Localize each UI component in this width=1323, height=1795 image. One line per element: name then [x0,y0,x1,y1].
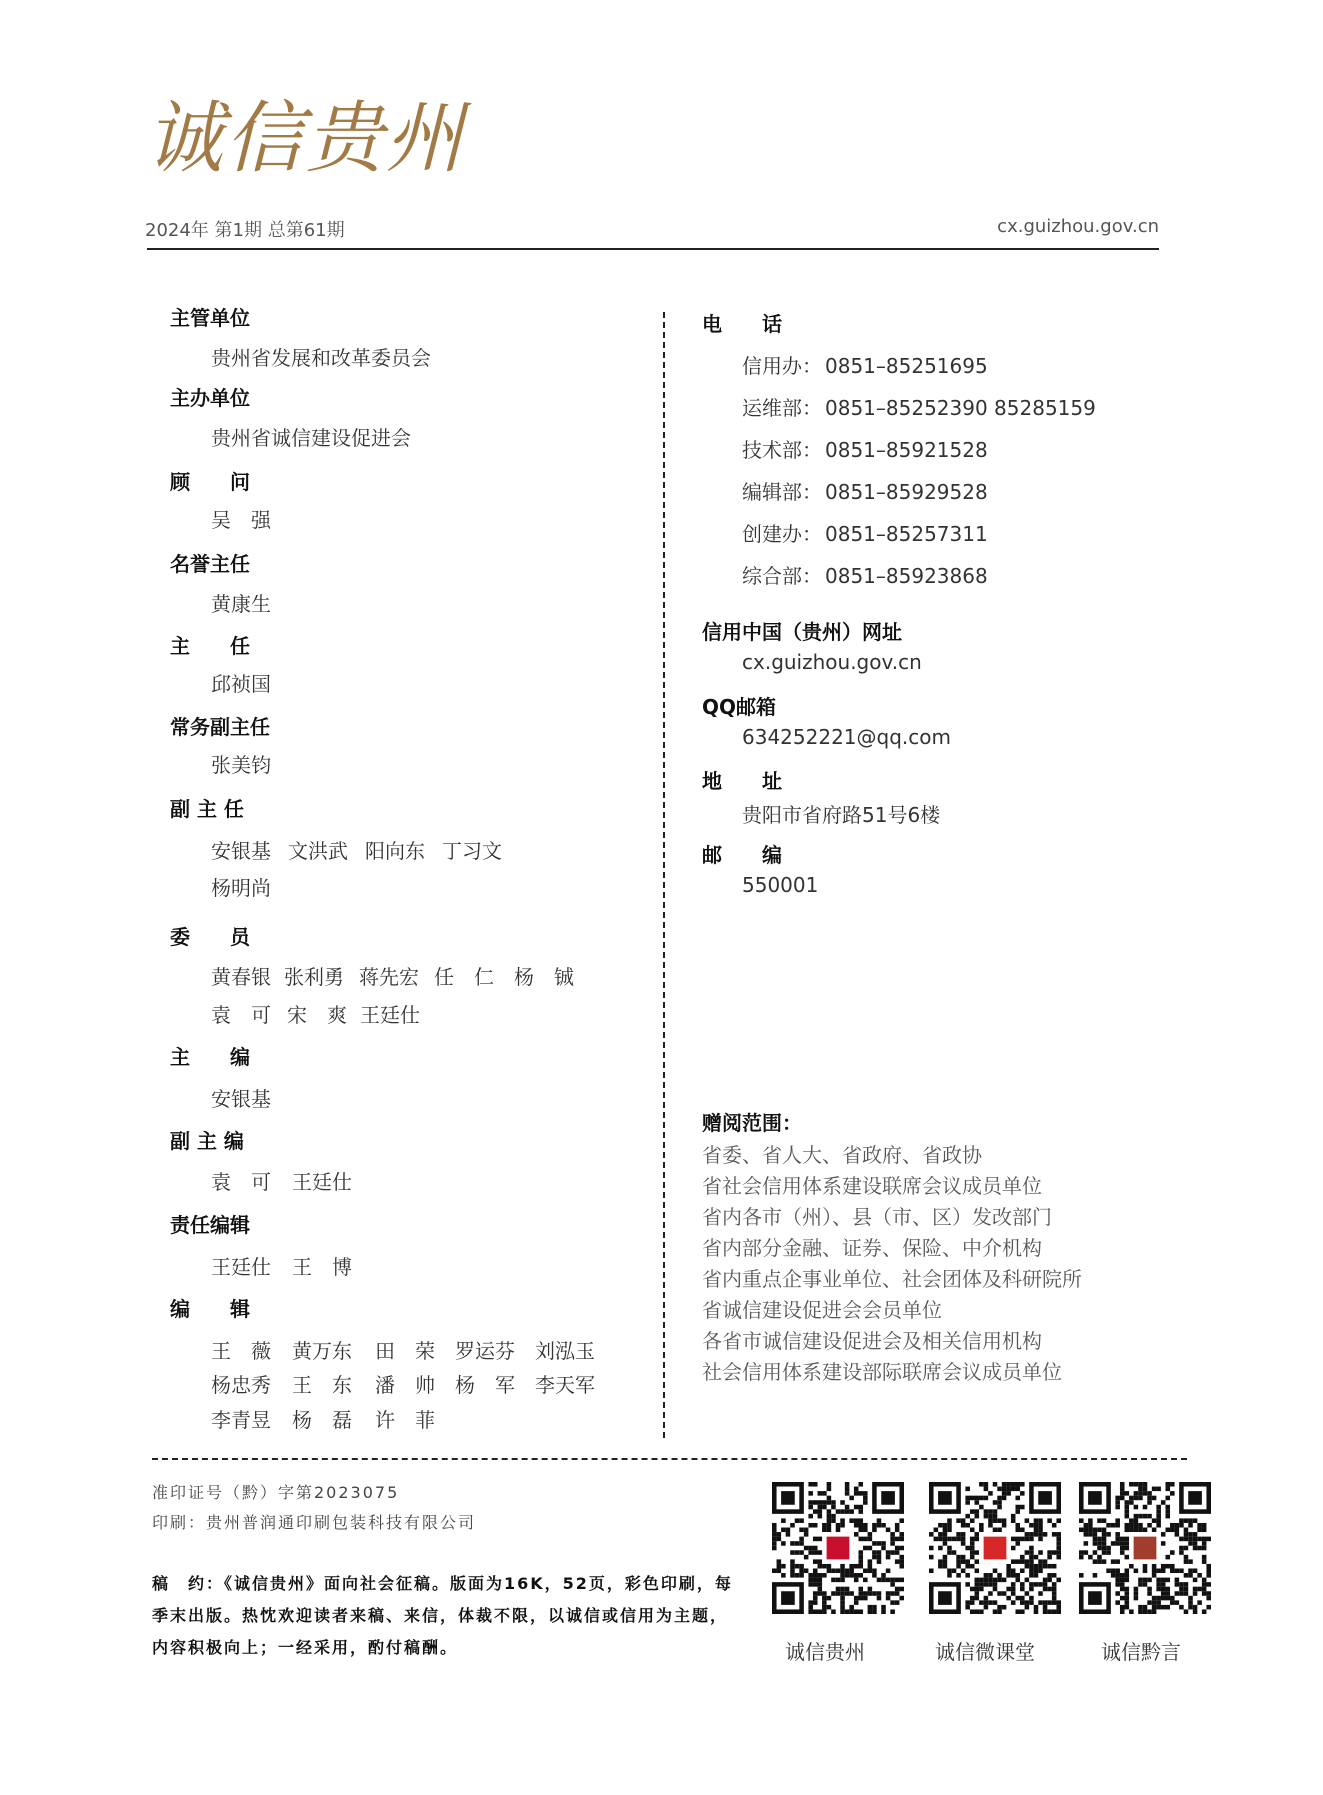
phone-row [742,560,988,589]
scope-item: 各省市诚信建设促进会及相关信用机构 [702,1329,1042,1353]
bianji-name: 王 东 [292,1373,352,1397]
weiyuan-label: 委 员 [170,925,250,949]
zeren-label: 责任编辑 [170,1213,250,1237]
mingyu-label: 名誉主任 [170,552,250,576]
mingyu-name: 黄康生 [211,592,271,616]
phone-number[interactable]: 0851–85251695 [825,354,988,378]
address-value: 贵阳市省府路51号6楼 [742,803,941,827]
zeren-name: 王 博 [292,1255,352,1279]
header-divider [147,248,1159,250]
phone-number[interactable]: 0851–85257311 [825,522,988,546]
weiyuan-name: 任 仁 [434,965,494,989]
bianji-name: 田 荣 [375,1339,435,1363]
weiyuan-name: 宋 爽 [287,1003,347,1027]
zhuren-name: 邱祯国 [211,672,271,696]
zhuban-value: 贵州省诚信建设促进会 [211,426,411,450]
bianji-name: 黄万东 [292,1339,352,1363]
fuzhubian-name: 袁 可 [211,1170,271,1194]
phone-row [742,434,988,463]
scope-item: 省诚信建设促进会会员单位 [702,1298,942,1322]
bianji-name: 李青昱 [211,1408,271,1432]
bianji-name: 杨忠秀 [211,1373,271,1397]
magazine-logo: 诚信贵州 [145,94,466,184]
scope-item: 省委、省人大、省政府、省政协 [702,1143,982,1167]
zhuguan-value: 贵州省发展和改革委员会 [211,346,431,370]
qr-code-qianyan[interactable] [1079,1482,1211,1664]
scope-item: 省社会信用体系建设联席会议成员单位 [702,1174,1042,1198]
weiyuan-name: 袁 可 [211,1003,271,1027]
guwen-label: 顾 问 [170,470,250,494]
zhuren-label: 主 任 [170,634,250,658]
website-link[interactable]: cx.guizhou.gov.cn [742,650,922,674]
fuzhuren-name: 杨明尚 [211,876,271,900]
fuzhuren-name: 丁习文 [442,839,502,863]
bianji-name: 刘泓玉 [535,1339,595,1363]
qr-code-icon [929,1482,1061,1614]
qr-caption: 诚信微课堂 [935,1640,1035,1664]
phone-row [742,518,988,547]
qr-code-weiketang[interactable] [929,1482,1061,1664]
phone-dept: 技术部： [742,438,822,462]
footer-divider [152,1458,1187,1460]
fuzhuren-label: 副 主 任 [170,797,244,821]
scope-item: 省内各市（州）、县（市、区）发改部门 [702,1205,1052,1229]
phone-list [742,350,1142,600]
bianji-name: 罗运芬 [455,1339,515,1363]
scope-item: 省内部分金融、证券、保险、中介机构 [702,1236,1042,1260]
qr-caption: 诚信黔言 [1101,1640,1181,1664]
bianji-name: 李天军 [535,1373,595,1397]
fuzhuren-name: 安银基 [211,839,271,863]
column-divider [663,312,665,1438]
weiyuan-name: 张利勇 [284,965,344,989]
phone-row [742,476,988,505]
phone-dept: 编辑部： [742,480,822,504]
qq-email[interactable]: 634252221@qq.com [742,725,951,749]
fuzhubian-label: 副 主 编 [170,1129,244,1153]
website-label: 信用中国（贵州）网址 [702,620,902,644]
changwu-label: 常务副主任 [170,715,270,739]
bianji-name: 杨 军 [455,1373,515,1397]
bianji-name: 潘 帅 [375,1373,435,1397]
qq-label: QQ邮箱 [702,695,777,719]
scope-label: 赠阅范围： [702,1111,802,1135]
fuzhuren-name: 阳向东 [365,839,425,863]
phone-label: 电 话 [702,312,782,336]
phone-number[interactable]: 0851–85921528 [825,438,988,462]
bianji-name: 王 薇 [211,1339,271,1363]
phone-number[interactable]: 0851–85923868 [825,564,988,588]
phone-row [742,350,988,379]
fuzhuren-name: 文洪武 [288,839,348,863]
bianji-name: 许 菲 [375,1408,435,1432]
changwu-name: 张美钧 [211,753,271,777]
printer-info: 印刷：贵州普润通印刷包装科技有限公司 [152,1513,477,1532]
phone-dept: 运维部： [742,396,822,420]
phone-dept: 综合部： [742,564,822,588]
postcode-label: 邮 编 [702,843,782,867]
zhuguan-label: 主管单位 [170,306,250,330]
qr-code-icon [772,1482,904,1614]
phone-number[interactable]: 0851–85929528 [825,480,988,504]
bianji-name: 杨 磊 [292,1408,352,1432]
weiyuan-name: 蒋先宏 [359,965,419,989]
fuzhubian-name: 王廷仕 [292,1170,352,1194]
weiyuan-name: 王廷仕 [360,1003,420,1027]
zhubian-name: 安银基 [211,1087,271,1111]
issue-info: 2024年 第1期 总第61期 [145,220,345,241]
zhuban-label: 主办单位 [170,386,250,410]
phone-number[interactable]: 0851–85252390 85285159 [825,396,1096,420]
header-website[interactable]: cx.guizhou.gov.cn [997,216,1159,237]
weiyuan-name: 杨 铖 [514,965,574,989]
scope-list [702,1139,1162,1395]
qr-caption: 诚信贵州 [785,1640,865,1664]
submission-notice: 稿 约：《诚信贵州》面向社会征稿。版面为16K，52页，彩色印刷，每季末出版。热忱欢迎读者来稿、来信，体裁不限，以诚信或信用为主题，内容积极向上；一经采用，酌付稿酬。 [152,1574,733,1657]
permit-number: 准印证号（黔）字第2023075 [152,1483,400,1502]
phone-dept: 信用办： [742,354,822,378]
postcode-value: 550001 [742,873,819,897]
guwen-name: 吴 强 [211,508,271,532]
phone-row [742,392,1096,421]
bianji-label: 编 辑 [170,1297,250,1321]
phone-dept: 创建办： [742,522,822,546]
qr-code-icon [1079,1482,1211,1614]
address-label: 地 址 [702,769,782,793]
zhubian-label: 主 编 [170,1045,250,1069]
scope-item: 省内重点企事业单位、社会团体及科研院所 [702,1267,1082,1291]
qr-code-chengxin-guizhou[interactable] [772,1482,904,1664]
zeren-name: 王廷仕 [211,1255,271,1279]
scope-item: 社会信用体系建设部际联席会议成员单位 [702,1360,1062,1384]
weiyuan-name: 黄春银 [211,965,271,989]
